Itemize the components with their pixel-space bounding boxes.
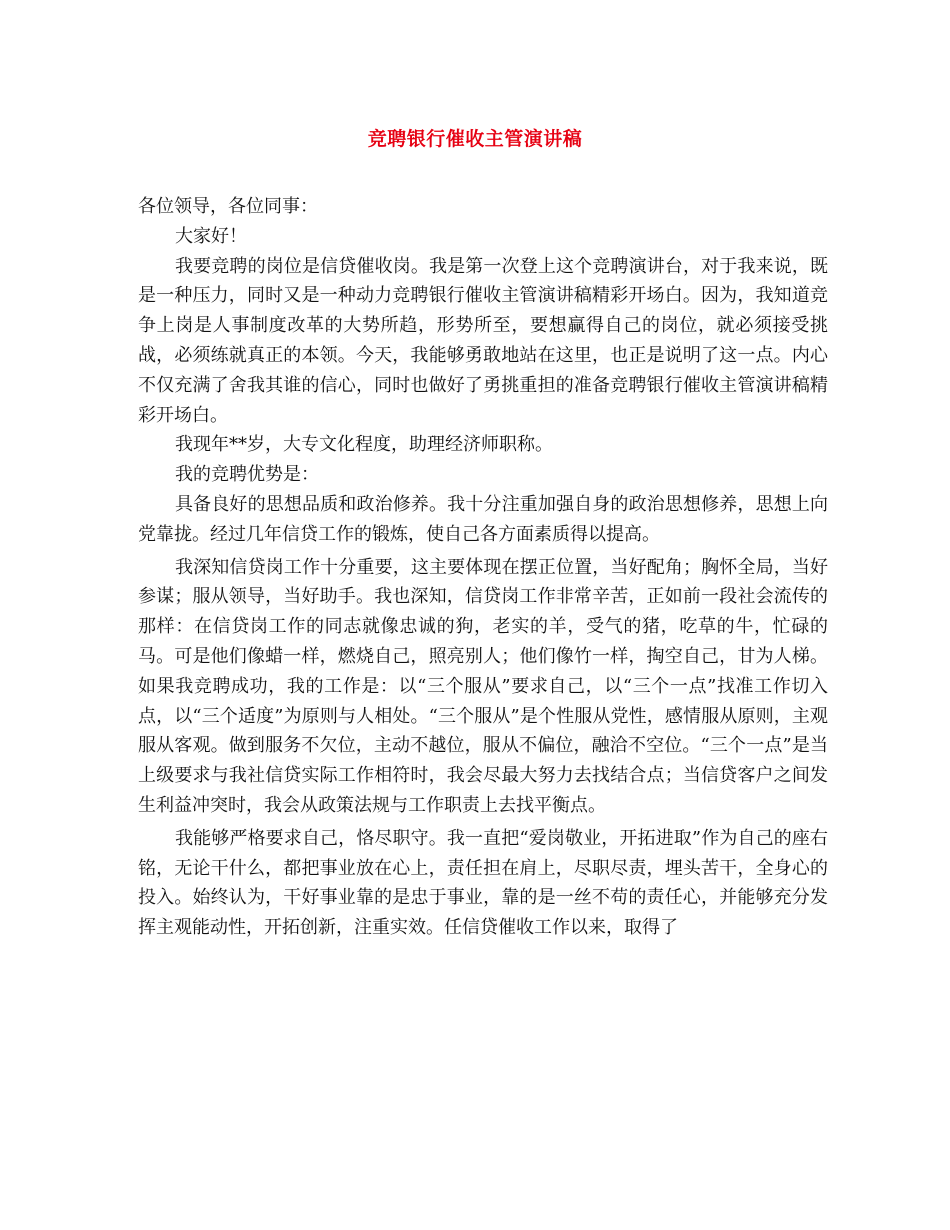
- body-paragraph: 具备良好的思想品质和政治修养。我十分注重加强自身的政治思想修养，思想上向党靠拢。经过几年信贷工作的锻炼，使自己各方面素质得以提高。: [138, 493, 828, 545]
- greeting: 大家好！: [175, 225, 247, 247]
- body-paragraph: 我的竞聘优势是：: [175, 464, 319, 486]
- body-paragraph: 我深知信贷岗工作十分重要，这主要体现在摆正位置，当好配角；胸怀全局，当好参谋；服从领导，当好助手。我也深知，信贷岗工作非常辛苦，正如前一段社会流传的那样：在信贷岗工作的同志就像忠诚的狗，老实的羊，受气的猪，吃草的牛，忙碌的马。可是他们像蜡一样，燃烧自己，照亮别人；他们像竹一样，掏空自己，甘为人梯。如果我竞聘成功，我的工作是：以“三个服从”要求自己，以“三个一点”找准工作切入点，以“三个适度”为原则与人相处。“三个服从”是个性服从党性，感情服从原则，主观服从客观。做到服务不欠位，主动不越位，服从不偏位，融洽不空位。“三个一点”是当上级要求与我社信贷实际工作相符时，我会尽最大努力去找结合点；当信贷客户之间发生利益冲突时，我会从政策法规与工作职责上去找平衡点。: [138, 556, 828, 816]
- body-paragraph: 我现年**岁，大专文化程度，助理经济师职称。: [175, 434, 553, 456]
- body-paragraph: 我要竞聘的岗位是信贷催收岗。我是第一次登上这个竞聘演讲台，对于我来说，既是一种压力，同时又是一种动力竞聘银行催收主管演讲稿精彩开场白。因为，我知道竞争上岗是人事制度改革的大势所趋，形势所至，要想赢得自己的岗位，就必须接受挑战，必须练就真正的本领。今天，我能够勇敢地站在这里，也正是说明了这一点。内心不仅充满了舍我其谁的信心，同时也做好了勇挑重担的准备竞聘银行催收主管演讲稿精彩开场白。: [138, 255, 828, 426]
- document-title: 竞聘银行催收主管演讲稿: [367, 128, 583, 150]
- body-paragraph: 我能够严格要求自己，恪尽职守。我一直把“爱岗敬业，开拓进取”作为自己的座右铭，无论干什么，都把事业放在心上，责任担在肩上，尽职尽责，埋头苦干，全身心的投入。始终认为，干好事业靠的是忠于事业，靠的是一丝不苟的责任心，并能够充分发挥主观能动性，开拓创新，注重实效。任信贷催收工作以来，取得了: [138, 827, 828, 939]
- document-body: [138, 192, 828, 943]
- salutation: 各位领导，各位同事：: [138, 196, 318, 217]
